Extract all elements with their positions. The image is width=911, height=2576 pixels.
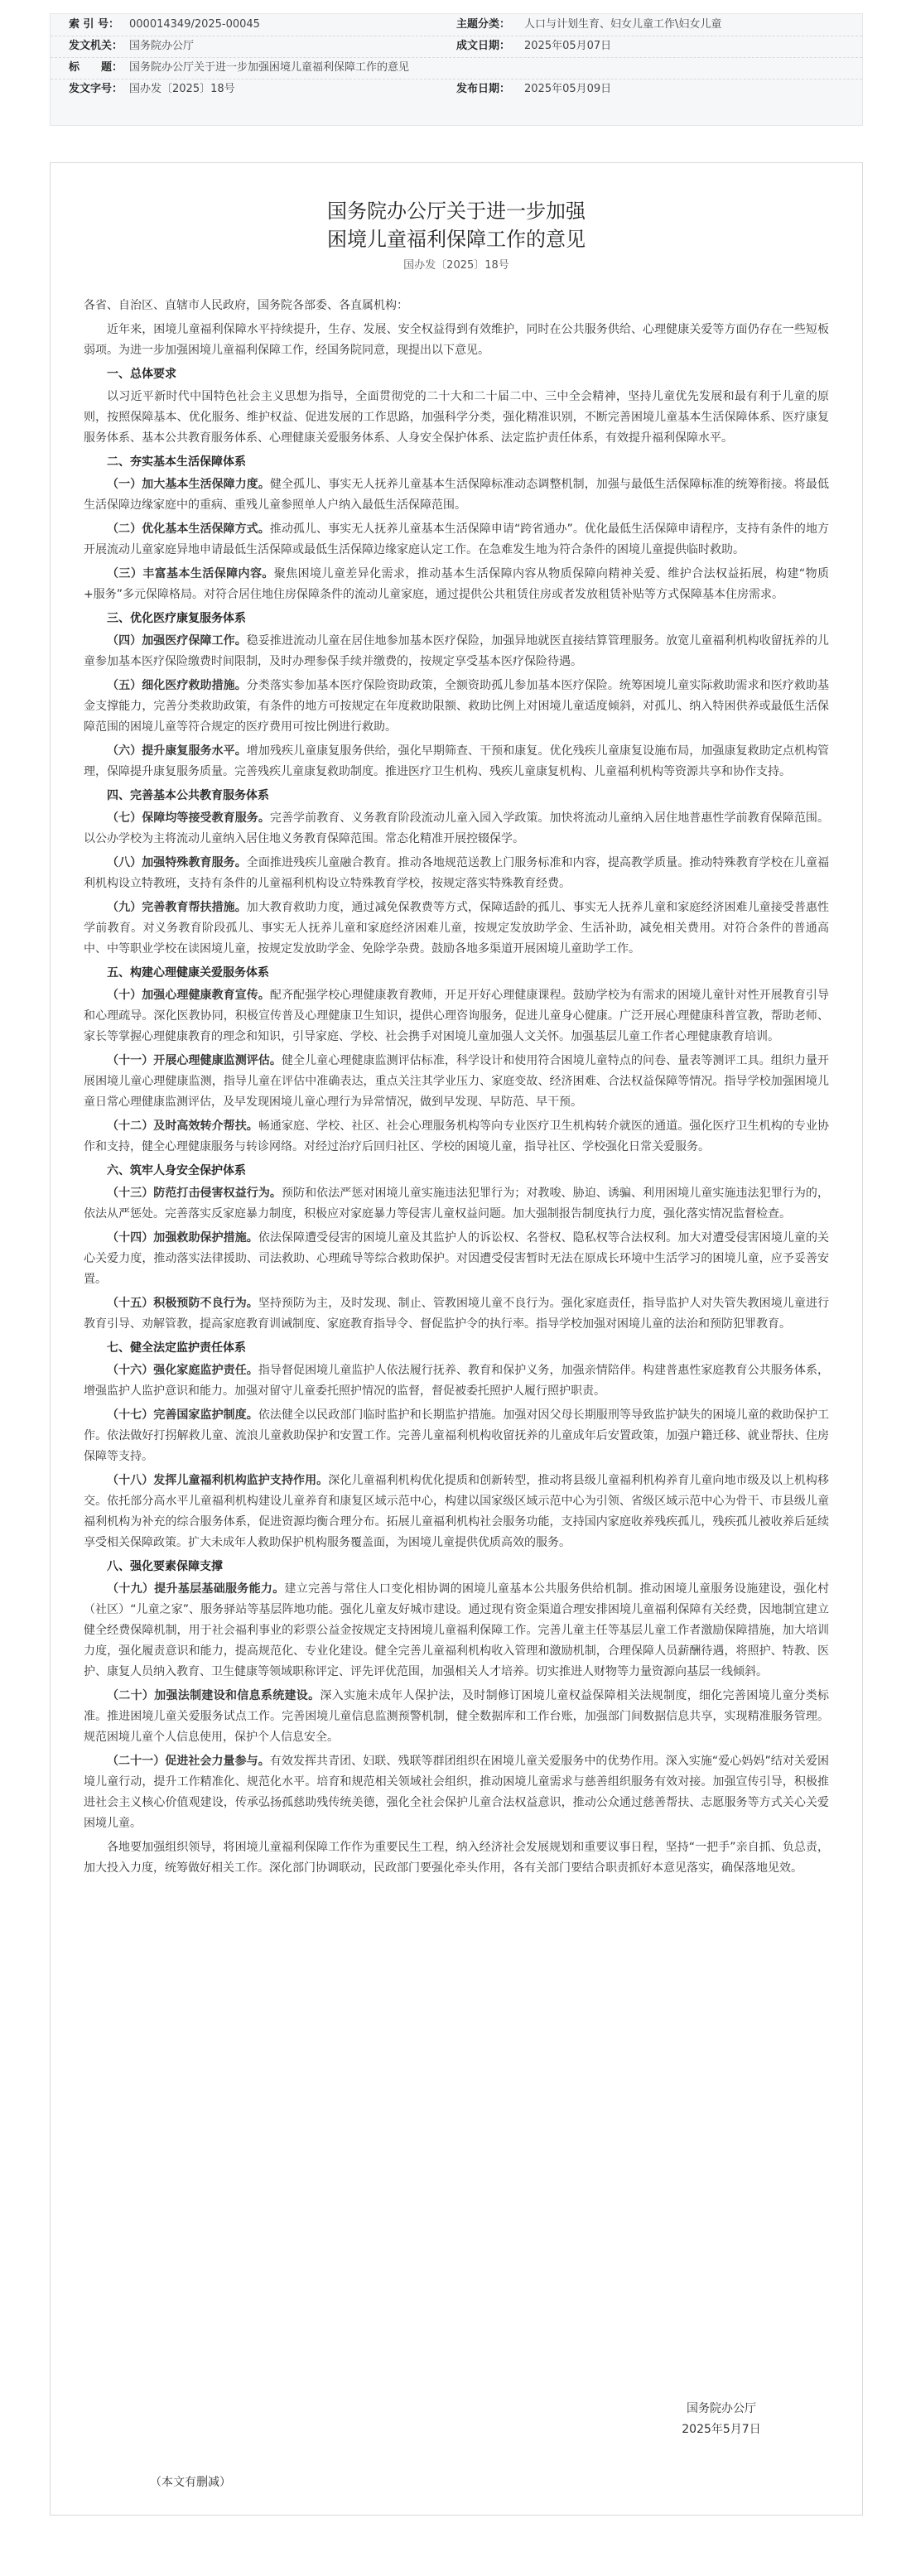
paragraph [84,1228,829,1290]
item-text: 依法保障遭受侵害的困境儿童及其监护人的诉讼权、名誉权、隐私权等合法权利。加大对遭受侵害困境儿童的关心关爱力度，推动落实法律援助、司法救助、心理疏导等综合救助保护。对因遭受侵害暂时无法在原成长环境中生活学习的困境儿童，应予妥善安置。 [84,1231,830,1286]
item-title: （四）加强医疗保障工作。 [107,634,247,648]
abridged-note: （本文有删减） [150,2476,231,2489]
paragraph [84,898,829,960]
intro-paragraph: 近年来，困境儿童福利保障水平持续提升，生存、发展、安全权益得到有效维护，同时在公共服务供给、心理健康关爱等方面仍存在一些短板弱项。为进一步加强困境儿童福利保障工作，经国务院同意，现提出以下意见。 [84,323,829,357]
closing-paragraph: 各地要加强组织领导，将困境儿童福利保障工作作为重要民生工程，纳入经济社会发展规划和重要议事日程，坚持“一把手”亲自抓、负总责，加大投入力度，统筹做好相关工作。深化部门协调联动，民政部门要强化牵头作用，各有关部门要结合职责抓好本意见落实，确保落地见效。 [84,1841,829,1875]
document-meta-panel [50,13,863,126]
signature-block [655,2399,788,2440]
item-text: 健全孤儿、事实无人抚养儿童基本生活保障标准动态调整机制，加强与最低生活保障标准的统筹衔接。将最低生活保障边缘家庭中的重病、重残儿童参照单人户纳入最低生活保障范围。 [84,478,830,512]
item-title: （十四）加强救助保护措施。 [107,1231,258,1245]
section-heading-7: 七、健全法定监护责任体系 [107,1341,246,1355]
paragraph [84,1405,829,1467]
paragraph [84,474,829,516]
item-title: （三）丰富基本生活保障内容。 [107,567,274,580]
paragraph [84,1051,829,1113]
item-title: （十六）强化家庭监护责任。 [107,1364,258,1377]
meta-row-3 [51,57,862,79]
item-text: 建立完善与常住人口变化相协调的困境儿童基本公共服务供给机制。推动困境儿童服务设施建设，强化村（社区）“儿童之家”、服务驿站等基层阵地功能。强化儿童友好城市建设。通过现有资金渠道合理安排困境儿童福利保障有关经费，因地制宜建立健全经费保障机制，用于社会福利事业的彩票公益金按规定支持困境儿童福利保障工作。完善儿童主任等基层儿童工作者激励保障措施，加大培训力度，强化履责意识和能力，提高规范化、专业化建设。健全完善儿童福利机构收入管理和激励机制，合理保障人员薪酬待遇，将照护、特教、医护、康复人员纳入教育、卫生健康等领域职称评定、评先评优范围，加强相关人才培养。切实推进人财物等力量资源向基层一线倾斜。 [84,1582,829,1678]
paragraph [84,1360,829,1402]
greeting: 各省、自治区、直辖市人民政府，国务院各部委、各直属机构： [84,299,408,312]
index-value: 000014349/2025-00045 [129,18,260,31]
item-title: （二十）加强法制建设和信息系统建设。 [107,1689,321,1702]
item-text: 预防和依法严惩对困境儿童实施违法犯罪行为；对教唆、胁迫、诱骗、利用困境儿童实施违法犯罪行为的，依法从严惩处。完善落实反家庭暴力制度，积极应对家庭暴力等侵害儿童权益问题。加大强制报告制度执行力度，强化落实情况监督检查。 [84,1187,829,1221]
category-label: 主题分类： [456,18,511,31]
paragraph [84,1116,829,1158]
meta-row-2 [51,36,862,58]
item-title: （七）保障均等接受教育服务。 [107,811,270,825]
item-title: （十九）提升基层基础服务能力。 [107,1582,285,1596]
item-title: （十五）积极预防不良行为。 [107,1297,258,1310]
item-text: 推动孤儿、事实无人抚养儿童基本生活保障申请“跨省通办”。优化最低生活保障申请程序，支持有条件的地方开展流动儿童家庭异地申请最低生活保障或最低生活保障边缘家庭认定工作。在急难发生地为符合条件的困境儿童提供临时救助。 [84,522,829,556]
created-date-value: 2025年05月07日 [524,40,612,52]
item-text: 加大教育救助力度，通过减免保教费等方式，保障适龄的孤儿、事实无人抚养儿童和家庭经济困难儿童接受普惠性学前教育。对义务教育阶段孤儿、事实无人抚养儿童和家庭经济困难儿童，按规定发放助学金、生活补助，减免相关费用。对符合条件的普通高中、中等职业学校在读困境儿童，按规定发放助学金、免除学杂费。鼓励各地多渠道开展困境儿童助学工作。 [84,901,830,956]
doc-number-label: 发文字号： [69,83,123,95]
item-text: 全面推进残疾儿童融合教育。推动各地规范送教上门服务标准和内容，提高教学质量。推动特殊教育学校在儿童福利机构设立特教班，支持有条件的儿童福利机构设立特殊教育学校，按规定落实特殊教育经费。 [84,856,830,890]
paragraph [84,741,829,782]
issuer-label: 发文机关： [69,40,123,52]
title-label: 标 题： [69,61,123,74]
article-body [84,296,829,1882]
item-title: （十二）及时高效转介帮扶。 [107,1119,258,1133]
item-title: （十三）防范打击侵害权益行为。 [107,1187,282,1200]
item-text: 聚焦困境儿童差异化需求，推动基本生活保障内容从物质保障向精神关爱、维护合法权益拓展，构建“物质+服务”多元保障格局。对符合居住地住房保障条件的流动儿童家庭，通过提供公共租赁住房或者发放租赁补贴等方式保障基本住房需求。 [84,567,829,601]
item-title: （六）提升康复服务水平。 [107,744,247,758]
item-text: 健全儿童心理健康监测评估标准，科学设计和使用符合困境儿童特点的问卷、量表等测评工具。组织力量开展困境儿童心理健康监测，指导儿童在评估中准确表达，重点关注其学业压力、家庭变故、经济困难、合法权益保障等情况。指导学校加强困境儿童日常心理健康监测评估，及早发现困境儿童心理行为异常情况，做到早发现、早防范、早干预。 [84,1054,829,1109]
paragraph [84,853,829,894]
doc-number-value: 国办发〔2025〕18号 [129,83,235,95]
signing-date: 2025年5月7日 [682,2423,761,2436]
paragraph [84,985,829,1047]
section-heading-4: 四、完善基本公共教育服务体系 [107,789,269,802]
item-title: （十八）发挥儿童福利机构监护支持作用。 [107,1474,329,1487]
item-text: 指导督促困境儿童监护人依法履行抚养、教育和保护义务，加强亲情陪伴。构建普惠性家庭教育公共服务体系，增强监护人监护意识和能力。加强对留守儿童委托照护情况的监督，督促被委托照护人履行照护职责。 [84,1364,830,1398]
paragraph [84,808,829,850]
paragraph [84,1686,829,1748]
item-text: 分类落实参加基本医疗保险资助政策，全额资助孤儿参加基本医疗保险。统筹困境儿童实际救助需求和医疗救助基金支撑能力，完善分类救助政策，有条件的地方可按规定在年度救助限额、救助比例上对困境儿童适度倾斜，对孤儿、纳入特困供养或最低生活保障范围的困境儿童等符合规定的医疗费用可按比例进行救助。 [84,679,830,734]
paragraph [84,631,829,672]
meta-row-1 [51,14,862,36]
issuer-value: 国务院办公厅 [129,40,195,52]
index-label: 索 引 号： [69,18,120,31]
document-title-line-1: 国务院办公厅关于进一步加强 [327,200,586,223]
item-title: （九）完善教育帮扶措施。 [107,901,247,914]
item-title: （五）细化医疗救助措施。 [107,679,247,692]
item-text: 完善学前教育、义务教育阶段流动儿童入园入学政策。加快将流动儿童纳入居住地普惠性学前教育保障范围。以公办学校为主将流动儿童纳入居住地义务教育保障范围。常态化精准开展控辍保学。 [84,811,830,845]
signing-organization: 国务院办公厅 [687,2402,756,2415]
title-value: 国务院办公厅关于进一步加强困境儿童福利保障工作的意见 [129,61,410,74]
section-heading-6: 六、筑牢人身安全保护体系 [107,1164,246,1177]
document-number: 国办发〔2025〕18号 [403,259,509,272]
paragraph [84,1183,829,1225]
item-title: （八）加强特殊教育服务。 [107,856,247,869]
item-text: 深入实施未成年人保护法，及时制修订困境儿童权益保障相关法规制度，细化完善困境儿童分类标准。推进困境儿童关爱服务试点工作。完善困境儿童信息监测预警机制，健全数据库和工作台账，加强部门间数据信息共享，实现精准服务管理。规范困境儿童个人信息使用，保护个人信息安全。 [84,1689,830,1744]
paragraph [84,676,829,738]
paragraph [84,564,829,605]
paragraph [84,1471,829,1553]
section-heading-5: 五、构建心理健康关爱服务体系 [107,966,269,980]
created-date-label: 成文日期： [456,40,511,52]
meta-row-4 [51,79,862,100]
item-title: （二十一）促进社会力量参与。 [107,1755,270,1768]
item-text: 依法健全以民政部门临时监护和长期监护措施。加强对因父母长期服刑等导致监护缺失的困境儿童的救助保护工作。依法做好打拐解救儿童、流浪儿童救助保护和安置工作。完善儿童福利机构收留抚养的儿童成年后安置政策，加强户籍迁移、就业帮扶、住房保障等支持。 [84,1408,830,1463]
item-title: （十一）开展心理健康监测评估。 [107,1054,282,1067]
document-title-line-2: 困境儿童福利保障工作的意见 [327,228,586,251]
item-title: （十）加强心理健康教育宣传。 [107,989,270,1002]
item-title: （十七）完善国家监护制度。 [107,1408,258,1422]
section-heading-3: 三、优化医疗康复服务体系 [107,612,246,625]
item-title: （二）优化基本生活保障方式。 [107,522,270,536]
article-container [50,162,863,2516]
item-text: 稳妥推进流动儿童在居住地参加基本医疗保险，加强异地就医直接结算管理服务。放宽儿童福利机构收留抚养的儿童参加基本医疗保险缴费时间限制，及时办理参保手续并缴费的，按规定享受基本医疗保险待遇。 [84,634,830,668]
item-text: 坚持预防为主，及时发现、制止、管教困境儿童不良行为。强化家庭责任，指导监护人对失管失教困境儿童进行教育引导、劝解管教，提高家庭教育训诫制度、家庭教育指导令、督促监护令的执行率。指导学校加强对困境儿童的法治和预防犯罪教育。 [84,1297,830,1331]
item-text: 有效发挥共青团、妇联、残联等群团组织在困境儿童关爱服务中的优势作用。深入实施“爱心妈妈”结对关爱困境儿童行动，提升工作精准化、规范化水平。培育和规范相关领域社会组织，推动困境儿童需求与慈善组织服务有效对接。加强宣传引导，积极推进社会主义核心价值观建设，传承弘扬孤慈助残传统美德，强化全社会保护儿童合法权益意识，推动公众通过慈善帮扶、志愿服务等方式关心关爱困境儿童。 [84,1755,829,1830]
paragraph [84,1293,829,1335]
section-heading-2: 二、夯实基本生活保障体系 [107,455,246,469]
published-date-label: 发布日期： [456,83,511,95]
item-text: 畅通家庭、学校、社区、社会心理服务机构等向专业医疗卫生机构转介就医的通道。强化医疗卫生机构的专业协作和支持，健全心理健康服务与转诊网络。对经过治疗后回归社区、学校的困境儿童，指导社区、学校强化日常关爱服务。 [84,1119,830,1153]
paragraph [84,519,829,561]
paragraph [84,1579,829,1683]
item-text: 增加残疾儿童康复服务供给，强化早期筛查、干预和康复。优化残疾儿童康复设施布局，加强康复救助定点机构管理，保障提升康复服务质量。完善残疾儿童康复救助制度。推进医疗卫生机构、残疾儿童康复机构、儿童福利机构等资源共享和协作支持。 [84,744,830,778]
paragraph: 以习近平新时代中国特色社会主义思想为指导，全面贯彻党的二十大和二十届二中、三中全会精神，坚持儿童优先发展和最有利于儿童的原则，按照保障基本、优化服务、维护权益、促进发展的工作思路，加强科学分类，强化精准识别，不断完善困境儿童基本生活保障体系、医疗康复服务体系、基本公共教育服务体系、心理健康关爱服务体系、人身安全保护体系、法定监护责任体系，有效提升福利保障水平。 [84,390,829,445]
item-text: 深化儿童福利机构优化提质和创新转型，推动将县级儿童福利机构养育儿童向地市级及以上机构移交。依托部分高水平儿童福利机构建设儿童养育和康复区域示范中心，构建以国家级区域示范中心为引领、省级区域示范中心为骨干、市县级儿童福利机构为补充的综合服务体系，促进资源均衡合理分布。拓展儿童福利机构社会服务功能，支持国内家庭收养残疾孤儿，残疾孤儿被收养后延续享受相关保障政策。扩大未成年人救助保护机构服务覆盖面，为困境儿童提供优质高效的服务。 [84,1474,830,1549]
item-title: （一）加大基本生活保障力度。 [107,478,270,491]
paragraph [84,1751,829,1834]
item-text: 配齐配强学校心理健康教育教师，开足开好心理健康课程。鼓励学校为有需求的困境儿童针对性开展教育引导和心理疏导。深化医教协同，积极宣传普及心理健康卫生知识，提供心理咨询服务，促进儿童身心健康。广泛开展心理健康科普宣教，帮助老师、家长等掌握心理健康教育的理念和知识，引导家庭、学校、社会携手对困境儿童加强人文关怀。加强基层儿童工作者心理健康教育培训。 [84,989,830,1043]
published-date-value: 2025年05月09日 [524,83,612,95]
section-heading-8: 八、强化要素保障支撑 [107,1560,223,1573]
section-heading-1: 一、总体要求 [107,368,176,381]
category-value: 人口与计划生育、妇女儿童工作\妇女儿童 [524,18,722,31]
